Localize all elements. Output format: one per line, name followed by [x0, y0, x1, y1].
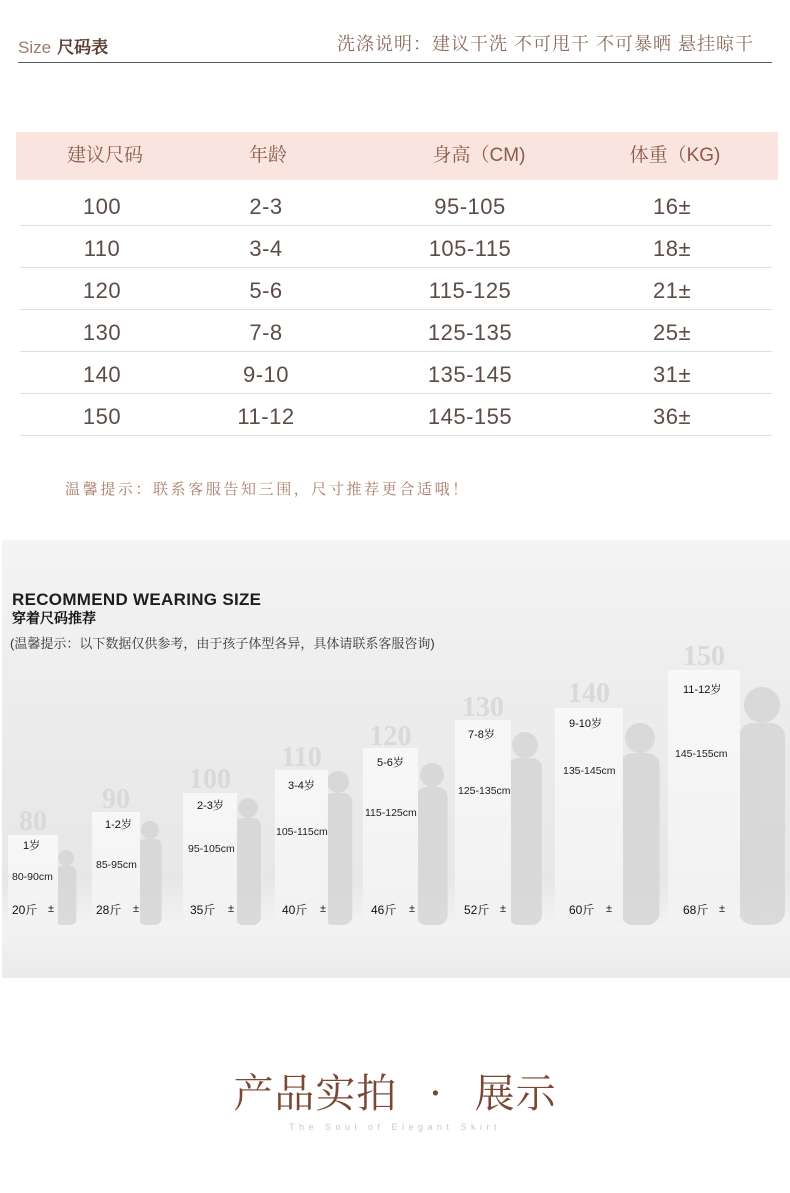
- size-column: [8, 540, 58, 978]
- age-label: 11-12岁: [683, 684, 722, 696]
- height-label: 85-95cm: [96, 859, 137, 871]
- recommend-title-en: RECOMMEND WEARING SIZE: [12, 590, 262, 609]
- age-label: 3-4岁: [288, 780, 315, 792]
- age-label: 1-2岁: [105, 819, 132, 831]
- cell-age: 9-10: [242, 362, 290, 387]
- size-table-header: [16, 132, 778, 180]
- size-box: [555, 708, 623, 925]
- size-number: 120: [369, 721, 412, 752]
- table-row: [20, 310, 772, 352]
- age-label: 9-10岁: [569, 718, 603, 730]
- cell-age: 5-6: [249, 278, 283, 303]
- size-number: 150: [683, 641, 725, 672]
- weight-label: 52斤: [464, 903, 490, 917]
- service-tip: 温馨提示：联系客服告知三围，尺寸推荐更合适哦！: [65, 481, 470, 498]
- cell-height: 135-145: [427, 362, 513, 387]
- table-row: [20, 226, 772, 268]
- size-number: 100: [189, 764, 231, 795]
- size-column: [183, 540, 237, 978]
- header-divider: [18, 62, 772, 63]
- table-row: [20, 394, 772, 436]
- section-subtitle: The Soul of Elegant Skirt: [288, 1122, 502, 1132]
- cell-weight: 25±: [652, 320, 692, 345]
- cell-weight: 18±: [652, 236, 692, 261]
- age-label: 1岁: [23, 840, 41, 852]
- weight-label: 68斤: [683, 903, 709, 917]
- cell-height: 95-105: [434, 194, 506, 219]
- column-header-height: 身高（CM): [432, 145, 526, 166]
- size-number: 110: [281, 742, 322, 773]
- height-label: 115-125cm: [365, 807, 417, 819]
- age-label: 2-3岁: [197, 800, 224, 812]
- tolerance-label: ±: [133, 903, 140, 915]
- height-label: 105-115cm: [276, 826, 328, 838]
- recommend-note: (温馨提示：以下数据仅供参考，由于孩子体型各异，具体请联系客服咨询): [10, 636, 435, 651]
- height-label: 95-105cm: [188, 843, 235, 855]
- child-silhouette: [138, 821, 161, 925]
- tolerance-label: ±: [409, 903, 416, 915]
- tolerance-label: ±: [500, 903, 507, 915]
- tolerance-label: ±: [719, 903, 726, 915]
- size-number: 90: [102, 784, 130, 815]
- weight-label: 20斤: [12, 903, 38, 917]
- size-column: [363, 540, 418, 978]
- age-label: 7-8岁: [468, 729, 495, 741]
- cell-weight: 21±: [652, 278, 692, 303]
- weight-label: 60斤: [569, 903, 595, 917]
- cell-age: 3-4: [249, 236, 283, 261]
- cell-age: 7-8: [249, 320, 283, 345]
- cell-weight: 36±: [652, 404, 692, 429]
- size-number: 80: [19, 806, 47, 837]
- cell-size: 100: [82, 194, 122, 219]
- size-table-body: [20, 184, 772, 436]
- table-row: [20, 184, 772, 226]
- column-header-age: 年龄: [248, 145, 287, 166]
- size-column: [92, 540, 140, 978]
- size-column: [455, 540, 511, 978]
- size-box: [363, 748, 418, 925]
- cell-size: 150: [82, 404, 122, 429]
- size-box: [668, 670, 740, 925]
- cell-height: 125-135: [427, 320, 513, 345]
- column-header-size: 建议尺码: [66, 145, 143, 166]
- cell-age: 2-3: [249, 194, 283, 219]
- size-box: [455, 720, 511, 925]
- weight-label: 35斤: [190, 903, 216, 917]
- size-column: [668, 540, 740, 978]
- tolerance-label: ±: [48, 903, 55, 915]
- cell-size: 110: [83, 236, 121, 261]
- column-header-weight: 体重（KG): [629, 145, 721, 166]
- height-label: 125-135cm: [458, 785, 511, 797]
- height-label: 80-90cm: [12, 871, 53, 883]
- child-silhouette: [56, 850, 77, 925]
- cell-weight: 31±: [652, 362, 692, 387]
- size-number: 140: [568, 678, 610, 709]
- size-chart-title: [18, 38, 108, 58]
- recommend-title-cn: 穿着尺码推荐: [12, 610, 96, 626]
- cell-size: 120: [82, 278, 122, 303]
- child-silhouette: [416, 763, 447, 925]
- size-column: [555, 540, 623, 978]
- cell-size: 140: [82, 362, 122, 387]
- child-silhouette: [739, 687, 785, 925]
- cell-age: 11-12: [237, 404, 295, 429]
- size-column: [275, 540, 328, 978]
- age-label: 5-6岁: [377, 757, 404, 769]
- child-silhouette: [235, 798, 261, 925]
- weight-label: 46斤: [371, 903, 397, 917]
- weight-label: 40斤: [282, 903, 308, 917]
- child-silhouette: [508, 732, 542, 925]
- weight-label: 28斤: [96, 903, 122, 917]
- height-label: 145-155cm: [675, 748, 728, 760]
- cell-height: 105-115: [428, 236, 512, 261]
- cell-height: 145-155: [427, 404, 513, 429]
- child-silhouette: [621, 723, 660, 925]
- height-label: 135-145cm: [563, 765, 616, 777]
- section-title: 产品实拍 · 展示: [233, 1071, 557, 1117]
- tolerance-label: ±: [606, 903, 613, 915]
- care-instructions: 洗涤说明：建议干洗 不可甩干 不可暴晒 悬挂晾干: [336, 34, 754, 54]
- cell-weight: 16±: [652, 194, 692, 219]
- title-en: Size: [18, 38, 52, 57]
- recommend-size-section: [2, 540, 790, 978]
- tolerance-label: ±: [228, 903, 235, 915]
- table-row: [20, 352, 772, 394]
- cell-size: 130: [82, 320, 122, 345]
- tolerance-label: ±: [320, 903, 327, 915]
- cell-height: 115-125: [428, 278, 512, 303]
- table-row: [20, 268, 772, 310]
- size-number: 130: [462, 692, 504, 723]
- title-cn: 尺码表: [57, 38, 109, 57]
